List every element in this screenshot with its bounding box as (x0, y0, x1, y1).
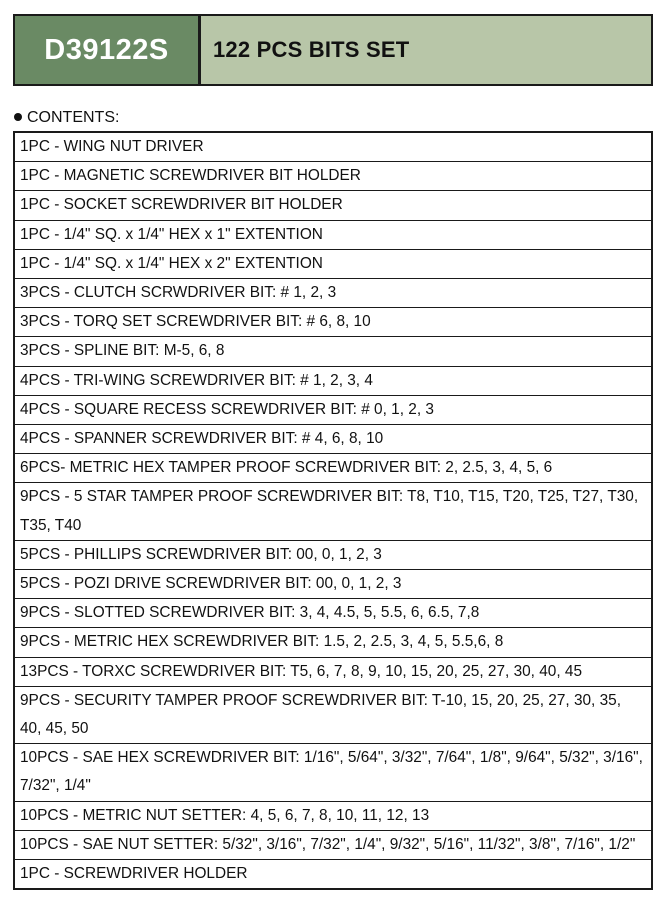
contents-row: 3PCS - SPLINE BIT: M-5, 6, 8 (15, 336, 651, 365)
contents-row: 1PC - SCREWDRIVER HOLDER (15, 859, 651, 888)
contents-row: 10PCS - METRIC NUT SETTER: 4, 5, 6, 7, 8, 10, 11, 12, 13 (15, 801, 651, 830)
contents-row: 4PCS - SPANNER SCREWDRIVER BIT: # 4, 6, 8, 10 (15, 424, 651, 453)
contents-row: 1PC - 1/4" SQ. x 1/4" HEX x 1" EXTENTION (15, 220, 651, 249)
product-code: D39122S (44, 33, 169, 66)
contents-table (13, 131, 653, 890)
bullet-icon (14, 113, 22, 121)
contents-heading (14, 109, 119, 127)
contents-row: 1PC - SOCKET SCREWDRIVER BIT HOLDER (15, 190, 651, 219)
product-title-box (201, 16, 651, 84)
contents-row: 10PCS - SAE HEX SCREWDRIVER BIT: 1/16", 5/64", 3/32", 7/64", 1/8", 9/64", 5/32", 3/16", 7/32", 1/4" (15, 743, 651, 800)
contents-row: 5PCS - POZI DRIVE SCREWDRIVER BIT: 00, 0, 1, 2, 3 (15, 569, 651, 598)
contents-label: CONTENTS: (27, 109, 120, 126)
contents-row: 13PCS - TORXC SCREWDRIVER BIT: T5, 6, 7, 8, 9, 10, 15, 20, 25, 27, 30, 40, 45 (15, 657, 651, 686)
contents-row: 1PC - WING NUT DRIVER (20, 138, 204, 155)
header-banner (13, 14, 653, 86)
contents-row: 4PCS - TRI-WING SCREWDRIVER BIT: # 1, 2, 3, 4 (15, 366, 651, 395)
contents-row: 4PCS - SQUARE RECESS SCREWDRIVER BIT: # 0, 1, 2, 3 (15, 395, 651, 424)
product-code-box (15, 16, 201, 84)
contents-row: 1PC - 1/4" SQ. x 1/4" HEX x 2" EXTENTION (15, 249, 651, 278)
contents-row: 10PCS - SAE NUT SETTER: 5/32", 3/16", 7/32", 1/4", 9/32", 5/16", 11/32", 3/8", 7/16", 1/2" (15, 830, 651, 859)
contents-row: 3PCS - TORQ SET SCREWDRIVER BIT: # 6, 8, 10 (15, 307, 651, 336)
contents-row: 9PCS - 5 STAR TAMPER PROOF SCREWDRIVER BIT: T8, T10, T15, T20, T25, T27, T30, T35, T40 (15, 482, 651, 539)
contents-row: 5PCS - PHILLIPS SCREWDRIVER BIT: 00, 0, 1, 2, 3 (15, 540, 651, 569)
contents-row: 9PCS - METRIC HEX SCREWDRIVER BIT: 1.5, 2, 2.5, 3, 4, 5, 5.5,6, 8 (15, 627, 651, 656)
product-title: 122 PCS BITS SET (213, 37, 410, 62)
contents-row: 3PCS - CLUTCH SCRWDRIVER BIT: # 1, 2, 3 (15, 278, 651, 307)
contents-row: 6PCS- METRIC HEX TAMPER PROOF SCREWDRIVER BIT: 2, 2.5, 3, 4, 5, 6 (15, 453, 651, 482)
contents-row: 9PCS - SECURITY TAMPER PROOF SCREWDRIVER BIT: T-10, 15, 20, 25, 27, 30, 35, 40, 45, 50 (15, 686, 651, 743)
contents-row: 1PC - MAGNETIC SCREWDRIVER BIT HOLDER (15, 161, 651, 190)
contents-row: 9PCS - SLOTTED SCREWDRIVER BIT: 3, 4, 4.5, 5, 5.5, 6, 6.5, 7,8 (15, 598, 651, 627)
